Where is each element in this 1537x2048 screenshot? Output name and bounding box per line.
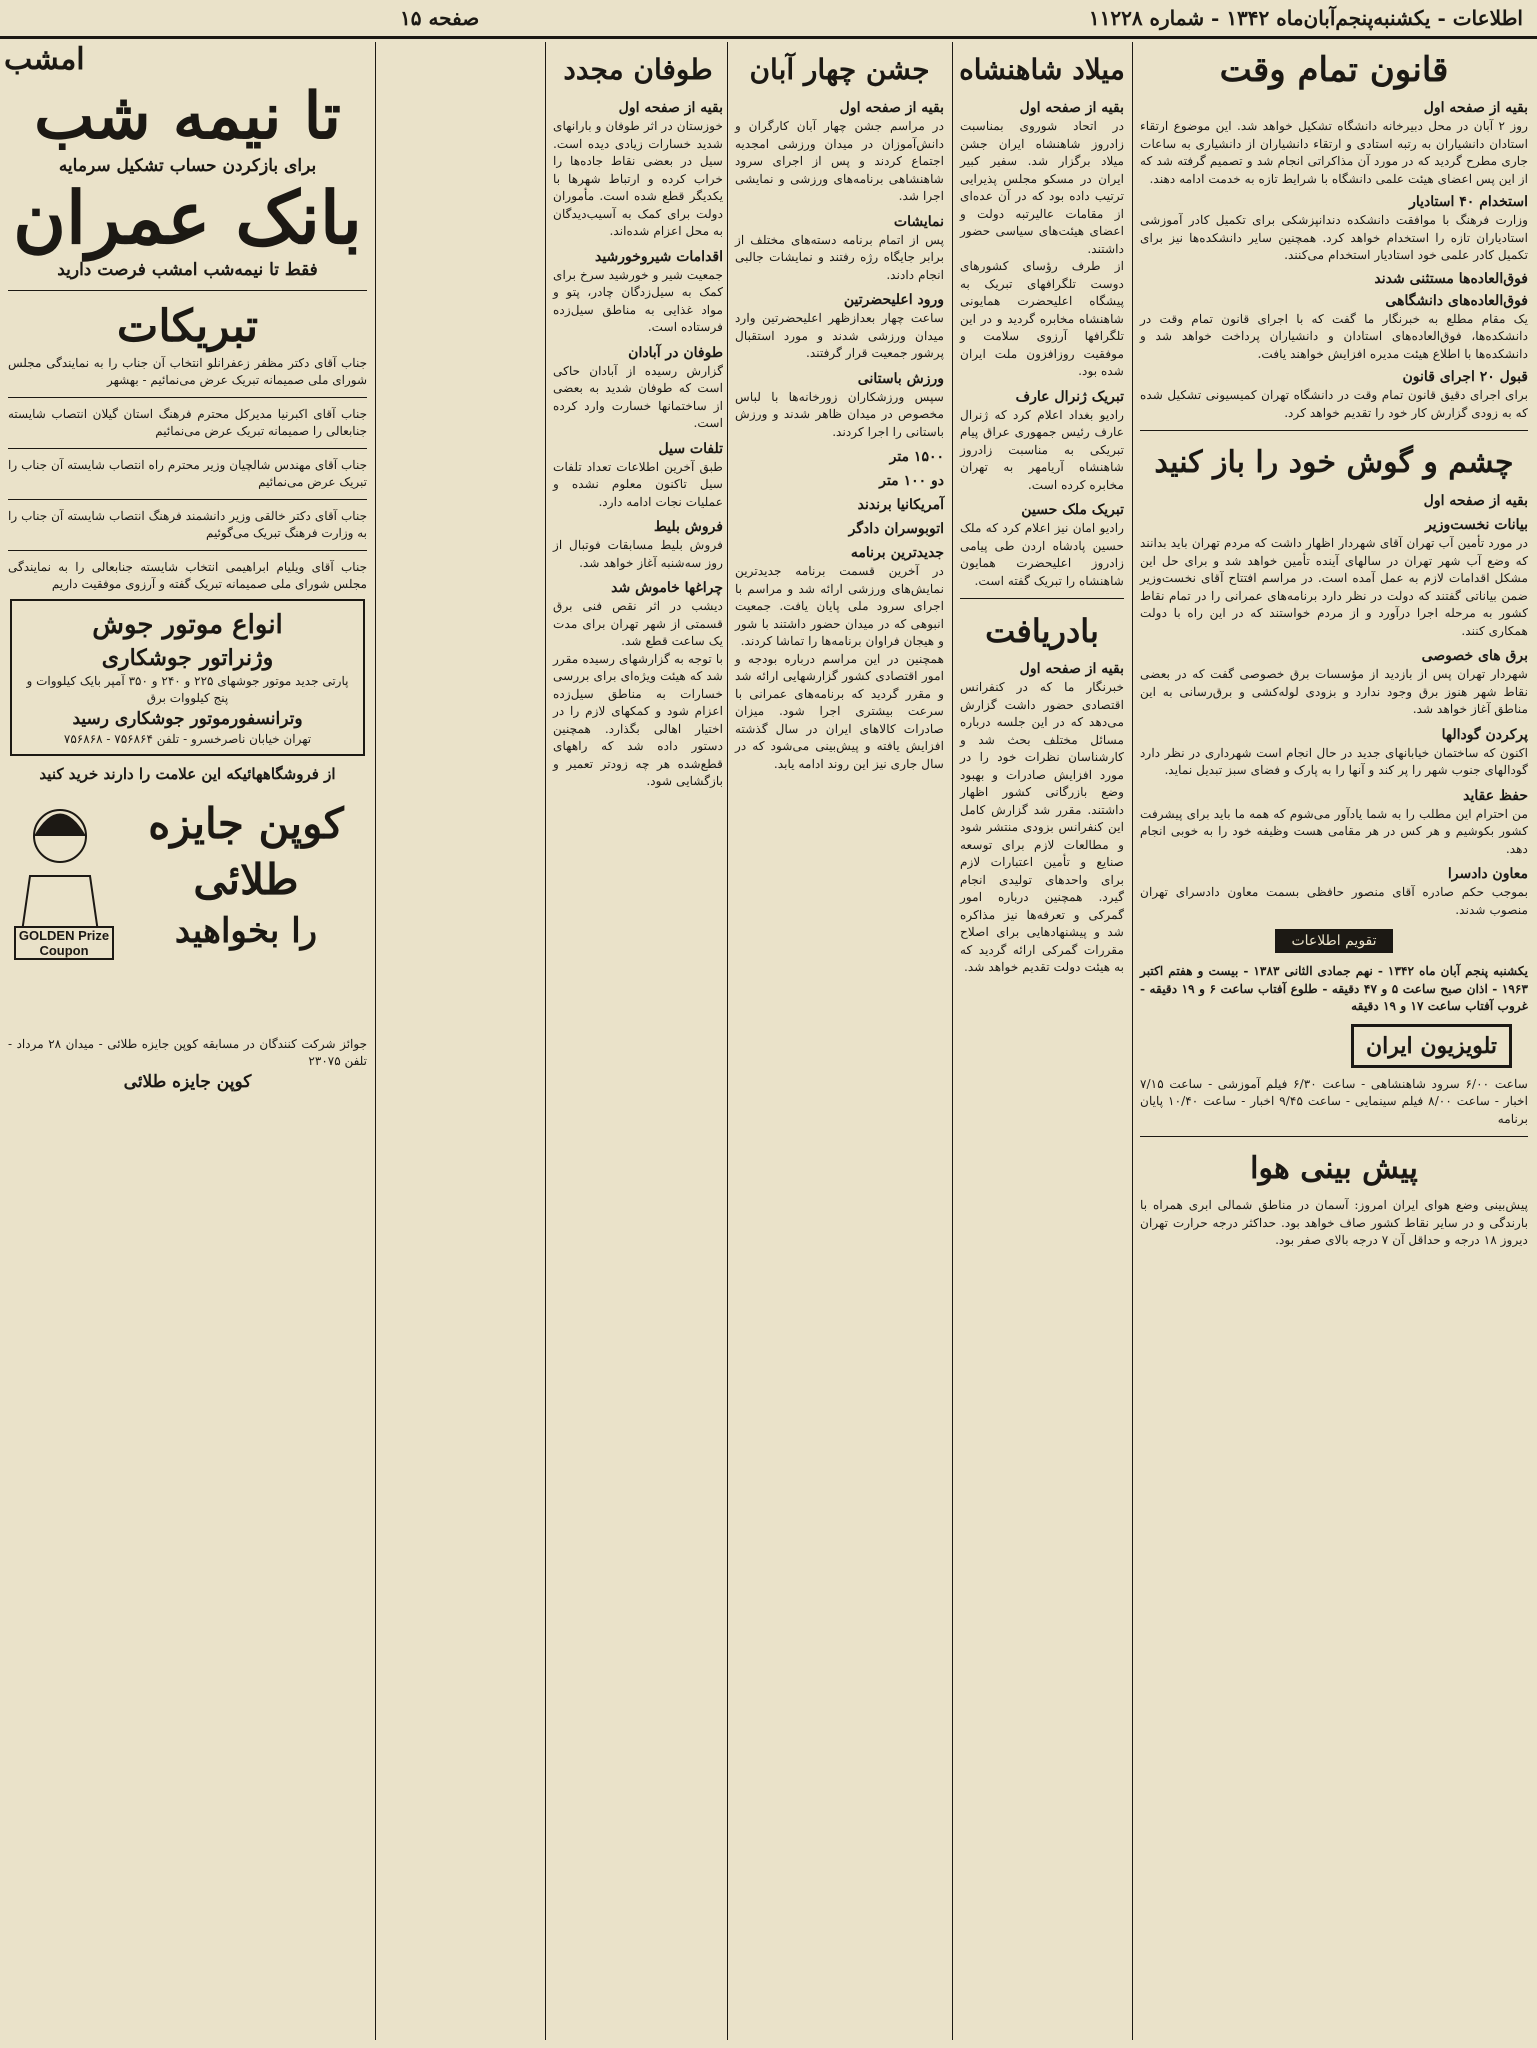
ad-promo-line: برای بازکردن حساب تشکیل سرمایه	[58, 156, 317, 176]
article-text: بموجب حکم صادره آقای منصور حافظی بسمت معاون دادسرای تهران منصوب شدند.	[1140, 885, 1528, 917]
headline-weather: پیش بینی هوا	[1250, 1151, 1418, 1186]
ad-bank-name: بانک عمران	[13, 175, 362, 260]
article-text: طبق آخرین اطلاعات تعداد تلفات سیل تاکنون معلوم نشده و عملیات نجات ادامه دارد.	[553, 459, 723, 509]
bullet-heading: بیانات نخست‌وزیر	[1425, 517, 1528, 533]
divider	[8, 397, 367, 398]
divider	[8, 550, 367, 551]
article-text: دیشب در اثر نقص فنی برق قسمتی از شهر تهران برای مدت یک ساعت قطع شد.	[553, 599, 723, 648]
article-text: همچنین در این مراسم درباره بودجه و امور اقتصادی کشور گزارشهایی ارائه شد و مقرر گردید که برنامه‌های عمرانی با سرعت بیشتری اجرا شود. میزان صادرات کالاهای ایران در سال گذشته افزایش یافته و پیش‌بینی می‌شود که در سال جاری نیز این روند ادامه یابد.	[735, 651, 944, 771]
article-text: خبرنگار ما که در کنفرانس اقتصادی حضور داشت گزارش می‌دهد که در این جلسه درباره مسائل مختلف بحث شد و کارشناسان نظرات خود را در مورد افزایش صادرات و بهبود وضع بازرگانی کشور اظهار داشتند. مقرر شد گزارش کامل این کنفرانس بزودی منتشر شود و مطالعات لازم برای توسعه صنایع و تأمین اعتبارات لازم برای واحدهای تولیدی انجام گیرد. همچنین درباره امور گمرکی و تعرفه‌ها نیز مذاکره شد و پیشنهادهایی برای اصلاح مقررات گمرکی ارائه گردید که به هیئت دولت تقدیم خواهد شد.	[960, 680, 1124, 974]
article-text: در آخرین قسمت برنامه جدیدترین نمایش‌های ورزشی ارائه شد و مراسم با اجرای سرود ملی پایان یافت. جمعیت انبوهی که در میدان حضور داشتند با شور و هیجان فراوان برنامه‌ها را تماشا کردند.	[735, 564, 944, 648]
article-text: جمعیت شیر و خورشید سرخ برای کمک به سیل‌زدگان چادر، پتو و مواد غذایی به مناطق سیل‌زده فرستاده است.	[553, 267, 723, 334]
headline-open-eyes: چشم و گوش خود را باز کنید	[1154, 445, 1514, 480]
headline-full-time-law: قانون تمام وقت	[1219, 50, 1449, 90]
subhead: فوق‌العاده‌های دانشگاهی	[1385, 292, 1528, 309]
ad-welding-motor	[10, 599, 365, 756]
bullet-heading: پرکردن گودالها	[1441, 726, 1528, 743]
congrats-notice: جناب آقای دکتر مظفر زعفرانلو انتخاب آن جناب را به نمایندگی مجلس شورای ملی صمیمانه تبریک عرض می‌نمائیم - بهشهر	[8, 356, 367, 387]
bullet-heading: ورود اعلیحضرتین	[843, 292, 944, 308]
column-2	[956, 40, 1128, 2042]
bullet-heading: طوفان در آبادان	[628, 344, 723, 361]
bullet-heading: ورزش باستانی	[857, 370, 944, 387]
ad-promo-tail: فقط تا نیمه‌شب امشب فرصت دارید	[57, 260, 318, 280]
article-text: سپس ورزشکاران زورخانه‌ها با لباس مخصوص در میدان ظاهر شدند و ورزش باستانی را اجرا کردند.	[735, 389, 944, 439]
article-text: با توجه به گزارشهای رسیده مقرر شد که هیئت ویژه‌ای برای بررسی خسارات به مناطق سیل‌زده اعزام شود و کمکهای لازم را در اختیار اهالی بگذارد. همچنین دستور داده شد که راههای قطع‌شده هر چه زودتر تعمیر و بازگشایی شود.	[553, 651, 723, 788]
continuation-note: بقیه از صفحه اول	[1423, 100, 1528, 116]
tonight-label: امشب	[4, 42, 85, 77]
column-rule	[952, 42, 953, 2040]
page-number: صفحه ۱۵	[400, 6, 480, 30]
ad-until-midnight: تا نیمه شب	[34, 79, 341, 154]
bullet-heading: فروش بلیط	[653, 519, 723, 535]
bullet-heading: برق های خصوصی	[1421, 648, 1528, 664]
bullet-heading: حفظ عقاید	[1463, 787, 1528, 804]
ad-golden-coupon	[4, 786, 371, 1036]
article-text: من احترام این مطلب را به شما یادآور می‌شوم که همه ما باید برای پیشرفت کشور بکوشیم و هر کس در هر مقامی هست وظیفه خود را به خوبی انجام دهد.	[1140, 806, 1528, 856]
article-text: پس از اتمام برنامه دسته‌های مختلف از برابر جایگاه رژه رفتند و نمایشات جالبی انجام دادند.	[735, 232, 944, 282]
article-text: فروش بلیط مسابقات فوتبال از روز سه‌شنبه آغاز خواهد شد.	[553, 538, 723, 570]
ad-motor-title: انواع موتور جوش	[92, 610, 283, 640]
masthead-title: اطلاعات - یکشنبه‌پنجم‌آبان‌ماه ۱۳۴۲ - شماره ۱۱۲۲۸	[1088, 6, 1523, 30]
headline-royal-birthday: میلاد شاهنشاه	[959, 53, 1125, 86]
ad-coupon-sub: را بخواهید	[174, 911, 318, 951]
article-text: وزارت فرهنگ با موافقت دانشکده دندانپزشکی برای تکمیل کادر آموزشی استادیاران تازه را استخدام خواهد کرد. همچنین سایر دانشکده‌ها نیز برای تکمیل کادر علمی خود استادیار استخدام می‌کنند.	[1140, 213, 1528, 262]
divider	[8, 448, 367, 449]
bullet-heading: اقدامات شیروخورشید	[594, 248, 723, 265]
calendar-label: تقویم اطلاعات	[1275, 929, 1392, 953]
article-text: در مراسم جشن چهار آبان کارگران و دانش‌آموزان در میدان ورزشی امجدیه اجتماع کردند و پس از اجرای سرود شاهنشاهی برنامه‌های ورزشی و نمایشی اجرا شد.	[735, 119, 944, 203]
column-rule	[375, 42, 376, 2040]
column-rule	[727, 42, 728, 2040]
bullet-heading: معاون دادسرا	[1447, 866, 1528, 882]
ad-coupon-top: از فروشگاههائیکه این علامت را دارند خرید کنید	[39, 765, 336, 783]
golden-coupon-badge: GOLDEN Prize Coupon	[14, 926, 114, 960]
continuation-note: بقیه از صفحه اول	[1423, 493, 1528, 509]
article-text: خوزستان در اثر طوفان و بارانهای شدید خسارات زیادی دیده است. سیل در بعضی نقاط جاده‌ها را خراب کرده و ارتباط شهرها با یکدیگر قطع شده است. مأموران دولت برای کمک به آسیب‌دیدگان به محل اعزام شده‌اند.	[553, 119, 723, 238]
column-rule	[545, 42, 546, 2040]
ad-motor-sub: وژنراتور جوشکاری	[101, 645, 274, 671]
bullet-heading: چراغها خاموش شد	[611, 580, 723, 596]
column-rule	[1132, 42, 1133, 2040]
article-text: رادیو امان نیز اعلام کرد که ملک حسین پادشاه اردن طی پیامی زادروز اعلیحضرت همایون شاهنشاه را تبریک گفته است.	[960, 521, 1124, 588]
calendar-text: یکشنبه پنجم آبان ماه ۱۳۴۲ - نهم جمادی الثانی ۱۳۸۳ - بیست و هفتم اکتبر ۱۹۶۳ - اذان صبح ساعت ۵ و ۴۷ دقیقه - طلوع آفتاب ساعت ۶ و ۱۹ دقیقه - غروب آفتاب ساعت ۱۷ و ۱۹ دقیقه	[1140, 964, 1529, 1013]
bullet-heading: تلفات سیل	[658, 440, 723, 457]
column-1	[1136, 40, 1532, 2042]
bullet-heading: دو ۱۰۰ متر	[879, 473, 944, 489]
subhead: فوق‌العاده‌ها مستثنی شدند	[1374, 270, 1528, 287]
ad-coupon-title: کوپن جایزه طلائی	[148, 799, 344, 904]
ad-motor-tag: وترانسفورموتور جوشکاری رسید	[72, 709, 303, 729]
bullet-heading: آمریکانیا برندند	[857, 497, 944, 513]
bullet-heading: تبریک ملک حسین	[1021, 502, 1124, 518]
subhead: قبول ۲۰ اجرای قانون	[1402, 369, 1528, 385]
article-text: یک مقام مطلع به خبرنگار ما گفت که با اجرای قانون تمام وقت در دانشکده‌ها، فوق‌العاده‌های استادان و دانشیاران پرداخت خواهد شد و دانشکده‌ها با اطلاع هیئت مدیره افزایش خواهند یافت.	[1140, 311, 1528, 361]
weather-text: پیش‌بینی وضع هوای ایران امروز: آسمان در مناطق شمالی ابری همراه با بارندگی و در سایر نقاط کشور صاف خواهد بود. حداکثر درجه حرارت تهران دیروز ۱۸ درجه و حداقل آن ۷ درجه بالای صفر بود.	[1140, 1198, 1528, 1247]
article-text: گزارش رسیده از آبادان حاکی است که طوفان شدید به بعضی از ساختمانها خسارت وارد کرده است.	[553, 363, 723, 430]
continuation-note: بقیه از صفحه اول	[839, 100, 944, 116]
headline-aban-fourth: جشن چهار آبان	[749, 53, 930, 86]
subhead: استخدام ۴۰ استادیار	[1409, 194, 1528, 210]
ad-coupon-body: جوائز شرکت کنندگان در مسابقه کوپن جایزه طلائی - میدان ۲۸ مرداد - تلفن ۲۳۰۷۵	[8, 1037, 367, 1068]
headline-renewed-storm: طوفان مجدد	[563, 53, 713, 86]
divider	[1140, 1136, 1528, 1137]
article-text: اکنون که ساختمان خیابانهای جدید در حال انجام است شهرداری در نظر دارد گودالهای جنوب شهر را پر کند و آنها را به پارک و فضای سبز تبدیل نماید.	[1140, 745, 1528, 777]
bullet-heading: ۱۵۰۰ متر	[889, 449, 944, 465]
headline-receiving: بادریافت	[985, 612, 1099, 650]
article-text: در اتحاد شوروی بمناسبت زادروز شاهنشاه ایران جشن میلاد برگزار شد. سفیر کبیر ایران در مسکو مجلس پذیرایی ترتیب داده بود که در آن عده‌ای از مقامات عالیرتبه دولت و اعضای هیئت‌های سیاسی حضور داشتند.	[960, 119, 1124, 256]
continuation-note: بقیه از صفحه اول	[1019, 100, 1124, 116]
continuation-note: بقیه از صفحه اول	[1019, 661, 1124, 677]
congrats-notice: جناب آقای ویلیام ابراهیمی انتخاب شایسته جنابعالی را به نمایندگی مجلس شورای ملی صمیمانه تبریک گفته و آرزوی موفقیت داریم	[8, 560, 367, 591]
article-text: شهردار تهران پس از بازدید از مؤسسات برق خصوصی گفت که در بعضی نقاط شهر هنوز برق وجود ندارد و بزودی لوله‌کشی و برق‌رسانی به این مناطق آغاز خواهد شد.	[1140, 667, 1528, 716]
article-text: برای اجرای دقیق قانون تمام وقت در دانشگاه تهران کمیسیونی تشکیل شده که به زودی گزارش کار خود را تقدیم خواهد کرد.	[1140, 388, 1528, 420]
column-5	[4, 40, 371, 2042]
bullet-heading: اتوبوسران دادگر	[848, 521, 944, 537]
article-text: روز ۲ آبان در محل دبیرخانه دانشگاه تشکیل خواهد شد. این موضوع ارتقاء استادان دانشیاران به رتبه استادی و ارتقاء دانشیاران از دانشیاری به ساعات جاری مطرح گردید که در مورد آن مذاکراتی انجام شد و تصمیم گرفته شد که از این پس اعضای هیئت علمی دانشگاه با شرایط تازه به خدمت ادامه دهند.	[1140, 119, 1529, 186]
divider	[8, 499, 367, 500]
ad-coupon-foot: کوپن جایزه طلائی	[123, 1072, 252, 1092]
ad-motor-body: پارتی جدید موتور جوشهای ۲۲۵ و ۲۴۰ و ۳۵۰ آمپر بایک کیلووات و پنج کیلووات برق	[26, 674, 349, 705]
column-3	[731, 40, 948, 2042]
masthead	[0, 0, 1537, 39]
tv-logo: تلویزیون ایران	[1351, 1024, 1512, 1068]
column-4	[549, 40, 727, 2042]
divider	[960, 598, 1124, 599]
bullet-heading: تبریک ژنرال عارف	[1015, 388, 1124, 405]
bullet-heading: نمایشات	[893, 213, 944, 230]
article-text: رادیو بغداد اعلام کرد که ژنرال عارف رئیس جمهوری عراق پیام تبریکی به مناسبت زادروز شاهنشاه آریامهر به تهران مخابره کرده است.	[960, 407, 1124, 492]
article-text: ساعت چهار بعدازظهر اعلیحضرتین وارد میدان ورزشی شدند و مورد استقبال پرشور جمعیت قرار گرفتند.	[735, 311, 944, 360]
continuation-note: بقیه از صفحه اول	[618, 100, 723, 116]
congrats-banner: تبریکات	[116, 301, 259, 352]
congrats-notice: جناب آقای مهندس شالچیان وزیر محترم راه انتصاب شایسته آن جناب را تبریک عرض می‌نمائیم	[8, 458, 367, 489]
divider	[1140, 430, 1528, 431]
divider	[8, 290, 367, 291]
congrats-notice: جناب آقای اکبرنیا مدیرکل محترم فرهنگ استان گیلان انتصاب شایسته جنابعالی را صمیمانه تبریک عرض می‌نمائیم	[8, 407, 367, 438]
tv-program: ساعت ۶/۰۰ سرود شاهنشاهی - ساعت ۶/۳۰ فیلم آموزشی - ساعت ۷/۱۵ اخبار - ساعت ۸/۰۰ فیلم سینمایی - ساعت ۹/۴۵ اخبار - ساعت ۱۰/۴۰ پایان برنامه	[1140, 1076, 1528, 1126]
congrats-notice: جناب آقای دکتر خالقی وزیر دانشمند فرهنگ انتصاب شایسته آن جناب را به وزارت فرهنگ تبریک می‌گوئیم	[8, 509, 367, 540]
ad-motor-address: تهران خیابان ناصرخسرو - تلفن ۷۵۶۸۶۴ - ۷۵۶۸۶۸	[63, 732, 312, 746]
article-text: در مورد تأمین آب تهران آقای شهردار اظهار داشت که مردم تهران باید بدانند که وضع آب شهر تهران در سالهای آینده تأمین خواهد شد و برای حل این مشکل اقدامات لازم به عمل آمده است. در مراسم افتتاح آقای نخست‌وزیر ضمن بیاناتی گفتند که دولت در نظر دارد برنامه‌های عمرانی را در تمام نقاط کشور به مرحله اجرا درآورد و از مردم خواستند که در این راه با دولت همکاری کنند.	[1140, 536, 1528, 638]
bullet-heading: جدیدترین برنامه	[850, 545, 944, 561]
article-text: از طرف رؤسای کشورهای دوست تلگرافهای تبریک به پیشگاه اعلیحضرت همایونی شاهنشاه مخابره گردید و در این تلگرافها آرزوی سلامت و موفقیت روزافزون ملت ایران شده بود.	[960, 259, 1124, 378]
